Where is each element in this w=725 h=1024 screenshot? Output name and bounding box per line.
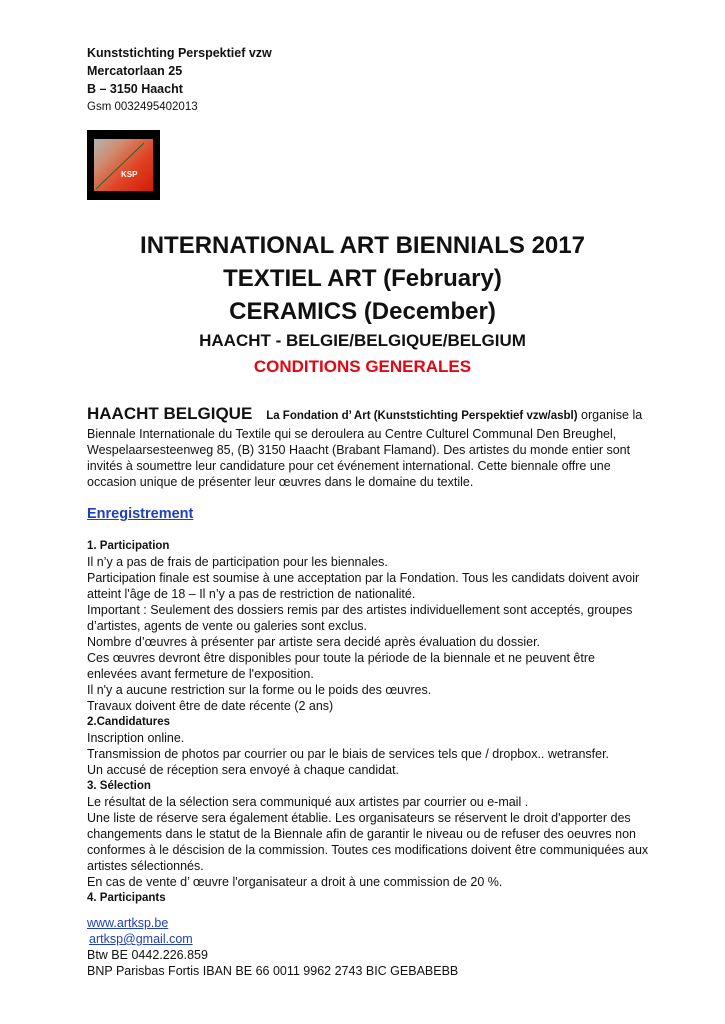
- logo-text: KSP: [121, 170, 138, 179]
- btw-number: Btw BE 0442.226.859: [87, 948, 208, 962]
- intro-paragraph: [87, 404, 647, 490]
- subsection-heading: 2.Candidatures: [87, 716, 171, 728]
- intro-text-4: invités à soumettre leur candidature pour cet événement international. Cette biennale offre une: [87, 459, 611, 473]
- body-line: Il n'y a aucune restriction sur la forme ou le poids des œuvres.: [87, 683, 432, 697]
- subsection-heading: 1. Participation: [87, 540, 170, 552]
- city: B – 3150 Haacht: [87, 82, 183, 96]
- intro-text-5: occasion unique de présenter leur œuvres dans le domaine du textile.: [87, 475, 474, 489]
- section-heading-enregistrement: Enregistrement: [87, 506, 194, 522]
- intro-text-3: Wespelaarsesteenweg 85, (B) 3150 Haacht (Brabant Flamand). Des artistes du monde entier sont: [87, 443, 631, 457]
- body-line: Inscription online.: [87, 731, 185, 745]
- website-link[interactable]: www.artksp.be: [87, 916, 169, 930]
- sender-address: [87, 44, 272, 116]
- title-conditions: CONDITIONS GENERALES: [253, 357, 472, 376]
- body-line: Important : Seulement des dossiers remis par des artistes individuellement sont acceptés, groupes: [87, 603, 633, 617]
- title-textiel: TEXTIEL ART (February): [223, 265, 502, 292]
- logo-diagonal-icon: [94, 139, 153, 191]
- subsection-heading: 3. Sélection: [87, 780, 151, 792]
- intro-text-1: organise la: [577, 408, 643, 422]
- body-line: Un accusé de réception sera envoyé à chaque candidat.: [87, 763, 400, 777]
- body-line: Une liste de réserve sera également établie. Les organisateurs se réservent le droit d'apporter des: [87, 811, 631, 825]
- intro-text-2: Biennale Internationale du Textile qui se deroulera au Centre Culturel Communal Den Breughel,: [87, 427, 617, 441]
- body-line: artistes sélectionnés.: [87, 859, 204, 873]
- org-name: Kunststichting Perspektief vzw: [87, 46, 272, 60]
- ksp-logo: [87, 130, 160, 200]
- body-line: Travaux doivent être de date récente (2 ans): [87, 699, 334, 713]
- bank-details: BNP Parisbas Fortis IBAN BE 66 0011 9962 2743 BIC GEBABEBB: [87, 964, 459, 978]
- title-biennials: INTERNATIONAL ART BIENNIALS 2017: [140, 232, 585, 259]
- street: Mercatorlaan 25: [87, 64, 183, 78]
- email-link[interactable]: artksp@gmail.com: [89, 932, 193, 946]
- body-line: Le résultat de la sélection sera communiqué aux artistes par courrier ou e-mail .: [87, 795, 529, 809]
- body-line: Transmission de photos par courrier ou par le biais de services tels que / dropbox.. wetransfer.: [87, 747, 610, 761]
- gsm: Gsm 0032495402013: [87, 101, 198, 113]
- body-line: d’artistes, agents de vente ou galeries sont exclus.: [87, 619, 368, 633]
- body-line: Il n’y a pas de frais de participation pour les biennales.: [87, 555, 388, 569]
- footer-contact: [87, 915, 647, 979]
- title-location: HAACHT - BELGIE/BELGIQUE/BELGIUM: [199, 331, 526, 350]
- body-line: conformes à le déscision de la commission. Toutes ces modifications doivent être communiquées aux: [87, 843, 649, 857]
- intro-place: HAACHT BELGIQUE: [87, 404, 253, 423]
- intro-foundation: La Fondation d’ Art (Kunststichting Perspektief vzw/asbl): [266, 410, 578, 422]
- body-line: enlevées avant fermeture de l'exposition.: [87, 667, 314, 681]
- body-line: Ces œuvres devront être disponibles pour toute la période de la biennale et ne peuvent être: [87, 651, 595, 665]
- body-line: En cas de vente d’ œuvre l'organisateur a droit à une commission de 20 %.: [87, 875, 503, 889]
- conditions-body: [87, 538, 647, 906]
- body-line: Participation finale est soumise à une acceptation par la Fondation. Tous les candidats doivent avoir: [87, 571, 640, 585]
- body-line: changements dans le statut de la Biennale afin de garantir le niveau ou de refuser des oeuvres non: [87, 827, 636, 841]
- subsection-heading: 4. Participants: [87, 892, 166, 904]
- body-line: atteint l'âge de 18 – Il n’y a pas de restriction de nationalité.: [87, 587, 416, 601]
- logo-square: [94, 139, 153, 191]
- title-ceramics: CERAMICS (December): [229, 298, 496, 325]
- body-line: Nombre d’œuvres à présenter par artiste sera decidé après évaluation du dossier.: [87, 635, 541, 649]
